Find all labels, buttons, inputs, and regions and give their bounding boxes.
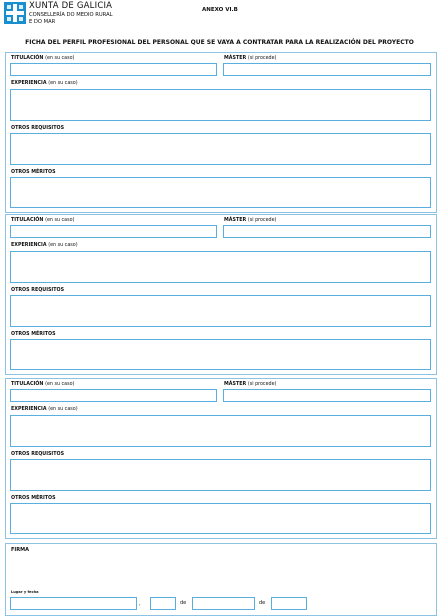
master-label-text: MÁSTER: [224, 56, 247, 61]
department-line-1: CONSELLERÍA DO MEDIO RURAL: [29, 12, 113, 18]
experiencia-label: [11, 81, 78, 86]
master-note: (si procede): [247, 218, 277, 223]
org-name: XUNTA DE GALICIA: [29, 1, 113, 11]
signature-heading: FIRMA: [11, 547, 29, 553]
master-label: [224, 218, 276, 223]
experiencia-field[interactable]: [10, 251, 431, 283]
titulacion-note: (en su caso): [45, 218, 75, 223]
profile-section: [5, 52, 437, 213]
experiencia-field[interactable]: [10, 415, 431, 447]
experiencia-label-text: EXPERIENCIA: [11, 243, 47, 248]
master-label-text: MÁSTER: [224, 382, 247, 387]
logo-cross-graphic: [4, 2, 26, 24]
otros-requisitos-label: OTROS REQUISITOS: [11, 452, 65, 457]
experiencia-note: (en su caso): [48, 243, 78, 248]
de-separator-1: de: [180, 600, 187, 606]
otros-requisitos-field[interactable]: [10, 133, 431, 165]
otros-requisitos-label: OTROS REQUISITOS: [11, 288, 65, 293]
experiencia-label: [11, 407, 78, 412]
profile-section: [5, 378, 437, 539]
master-field[interactable]: [223, 63, 431, 76]
master-label-text: MÁSTER: [224, 218, 247, 223]
titulacion-label-text: TITULACIÓN: [11, 218, 44, 223]
form-title: FICHA DEL PERFIL PROFESIONAL DEL PERSONAL QUE SE VAYA A CONTRATAR PARA LA REALIZACIÓN DEL PROYECTO: [25, 39, 414, 46]
comma-separator: ,: [139, 601, 141, 607]
otros-requisitos-label: OTROS REQUISITOS: [11, 126, 65, 131]
titulacion-field[interactable]: [10, 389, 217, 402]
titulacion-label-text: TITULACIÓN: [11, 56, 44, 61]
signature-section: [5, 543, 437, 616]
xunta-cross-logo-icon: [4, 2, 26, 24]
otros-meritos-field[interactable]: [10, 177, 431, 208]
de-separator-2: de: [259, 600, 266, 606]
otros-requisitos-field[interactable]: [10, 295, 431, 327]
otros-meritos-field[interactable]: [10, 339, 431, 370]
titulacion-field[interactable]: [10, 63, 217, 76]
master-label: [224, 56, 276, 61]
master-field[interactable]: [223, 389, 431, 402]
otros-meritos-label: OTROS MÉRITOS: [11, 496, 56, 501]
day-field[interactable]: [150, 597, 176, 610]
master-note: (si procede): [247, 56, 277, 61]
profile-section: [5, 214, 437, 375]
year-field[interactable]: [271, 597, 307, 610]
titulacion-label: [11, 382, 74, 387]
otros-requisitos-field[interactable]: [10, 459, 431, 491]
master-field[interactable]: [223, 225, 431, 238]
place-field[interactable]: [10, 597, 137, 610]
titulacion-label: [11, 56, 74, 61]
experiencia-note: (en su caso): [48, 81, 78, 86]
otros-meritos-field[interactable]: [10, 503, 431, 534]
master-note: (si procede): [247, 382, 277, 387]
experiencia-note: (en su caso): [48, 407, 78, 412]
experiencia-label-text: EXPERIENCIA: [11, 81, 47, 86]
otros-meritos-label: OTROS MÉRITOS: [11, 332, 56, 337]
month-field[interactable]: [192, 597, 255, 610]
department-line-2: E DO MAR: [29, 18, 56, 25]
titulacion-note: (en su caso): [45, 382, 75, 387]
department-name: [29, 12, 113, 25]
experiencia-label-text: EXPERIENCIA: [11, 407, 47, 412]
titulacion-label-text: TITULACIÓN: [11, 382, 44, 387]
titulacion-field[interactable]: [10, 225, 217, 238]
titulacion-label: [11, 218, 74, 223]
master-label: [224, 382, 276, 387]
annex-label: ANEXO VI.B: [202, 7, 238, 13]
titulacion-note: (en su caso): [45, 56, 75, 61]
otros-meritos-label: OTROS MÉRITOS: [11, 170, 56, 175]
place-date-label: Lugar y fecha: [11, 590, 39, 594]
experiencia-field[interactable]: [10, 89, 431, 121]
experiencia-label: [11, 243, 78, 248]
